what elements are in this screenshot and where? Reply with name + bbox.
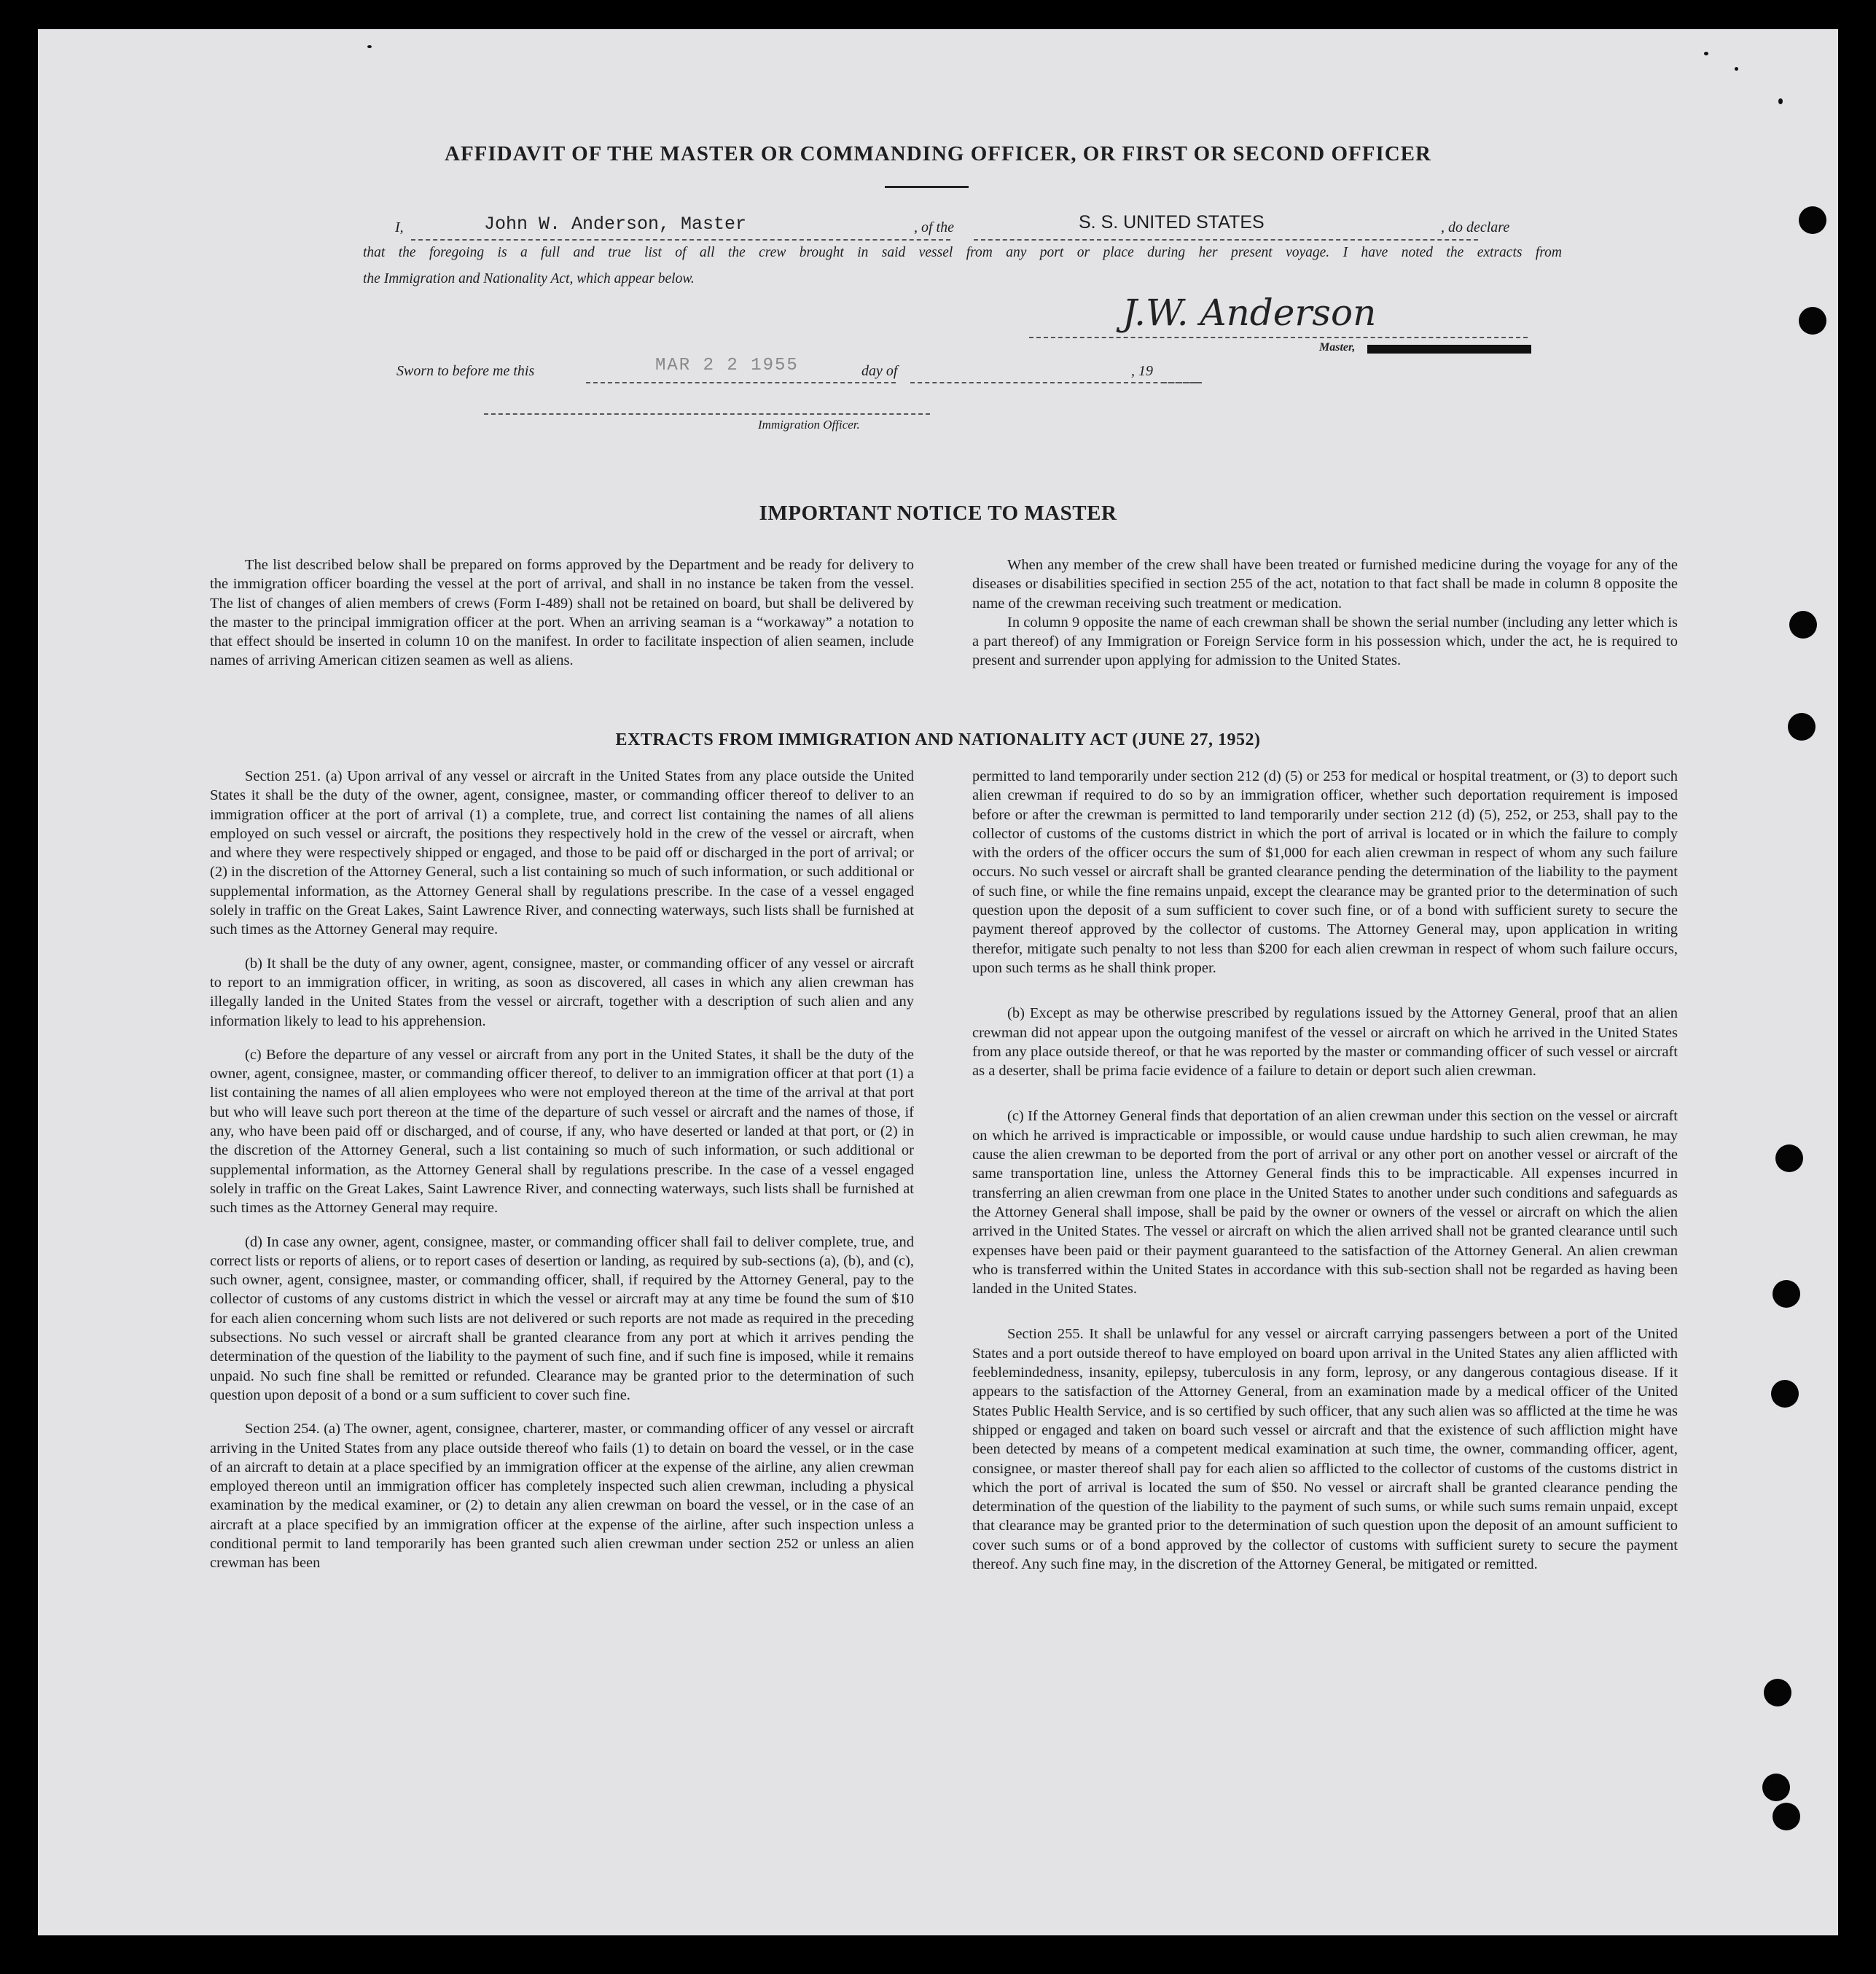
year-prefix: , 19 [1131, 363, 1153, 379]
notice-left-paragraph: The list described below shall be prepared on forms approved by the Department and be ready for delivery to the immigration officer boarding the vessel at the port of arrival, and shall in no instance be taken from the vessel. The list of changes of alien members of crews (Form I-489) shall not be retained on board, but shall be delivered by the master to the principal immigration officer at the port. When an arriving seaman is a “workaway” a notation to that effect should be inserted in column 10 on the manifest. In order to facilitate inspection of alien seamen, include names of arriving American citizen seamen as well as aliens. [210, 557, 914, 669]
punch-hole [1788, 713, 1816, 741]
punch-hole [1799, 206, 1826, 234]
statement-line-2: the Immigration and Nationality Act, which appear below. [363, 271, 695, 286]
section-254a-continued: permitted to land temporarily under section 212 (d) (5) or 253 for medical or hospital treatment, or (3) to deport such alien crewman if required to do so by an immigration officer, whether such deportation requirement is imposed before or after the crewman is permitted to land temporarily under section 212 (d) (5), 252, or 253, shall pay to the collector of customs of the customs district in which the port of arrival is located or in which the failure to comply with the orders of the officer occurs the sum of $1,000 for each alien crewman in respect of whom any such failure occurs. No such vessel or aircraft shall be granted clearance pending the determination of the liability to the payment of such fine, or while the fine remains unpaid, except the clearance may be granted prior to the determination of such question upon the deposit of a sum sufficient to cover such fine, or of a bond with sufficient surety to secure the payment thereof approved by the collector of customs. The Attorney General may, upon application in writing therefor, mitigate such penalty to not less than $200 for each alien crewman in respect of whom such failure occurs, upon such terms as he shall think proper. [972, 768, 1678, 976]
punch-hole [1799, 307, 1826, 335]
notice-right-paragraph-2: In column 9 opposite the name of each crewman shall be shown the serial number (including any letter which is a part thereof) of any Immigration or Foreign Service form in his possession which, under the act, he is required to present and surrender upon applying for admission to the United States. [972, 614, 1678, 669]
punch-hole [1764, 1679, 1791, 1706]
officer-label: Immigration Officer. [758, 418, 860, 432]
notice-right-column [972, 555, 1678, 671]
punch-hole [1775, 1144, 1803, 1172]
speck [1778, 98, 1783, 104]
notice-right-paragraph-1: When any member of the crew shall have been treated or furnished medicine during the voyage for any of the diseases or disabilities specified in section 255 of the act, notation to that fact shall be made in column 8 opposite the name of the crewman receiving such treatment or medication. [972, 557, 1678, 612]
signature-title: Master, [1319, 341, 1356, 354]
of-the-label: , of the [914, 219, 954, 235]
date-stamp: MAR 2 2 1955 [655, 356, 799, 375]
section-251d: (d) In case any owner, agent, consignee, master, or commanding officer shall fail to deliver complete, true, and correct lists or reports of aliens, or to report cases of desertion or landing, as required by sub-sections (a), (b), and (c), such owner, agent, consignee, master, or commanding officer, shall, if required by the Attorney General, pay to the collector of customs of any customs district in which the vessel or aircraft may at any time be found the sum of $10 for each alien concerning whom such lists are not delivered or such reports are not made as required in the preceding subsections. No such vessel or aircraft shall be granted clearance from any port at which it arrives pending the determination of the question of the liability to the payment of such fine, and if such fine is imposed, while it remains unpaid. No such fine shall be remitted or refunded. Clearance may be granted prior to the determination of such question upon deposit of a bond or a sum sufficient to cover such fine. [210, 1233, 914, 1403]
punch-hole [1773, 1280, 1800, 1308]
redaction-bar [1367, 345, 1531, 354]
section-255: Section 255. It shall be unlawful for any vessel or aircraft carrying passengers between a port of the United States and a port outside thereof to have employed on board upon arrival in the United States any alien afflicted with feeblemindedness, insanity, epilepsy, tuberculosis in any form, leprosy, or any dangerous contagious disease. If it appears to the satisfaction of the Attorney General, from an examination made by a medical officer of the United States Public Health Service, and is so certified by such officer, that any such alien was so afflicted at the time he was shipped or engaged and taken on board such vessel or aircraft and that the existence of such affliction might have been detected by means of a competent medical examination at such time, the owner, commanding officer, agent, consignee, or master thereof shall pay for each alien so afflicted to the collector of customs of the customs district in which the port of arrival is located the sum of $50. No vessel or aircraft shall be granted clearance pending the determination of the question of the liability to the payment of such sums, or while such sums remain unpaid, except that clearance may be granted prior to the determination of such question upon the deposit of an amount sufficient to cover such sums or of a bond approved by the collector of customs with sufficient surety to secure the payment thereof. Any such fine may, in the discretion of the Attorney General, be mitigated or remitted. [972, 1326, 1678, 1572]
punch-hole [1773, 1803, 1800, 1830]
section-251c: (c) Before the departure of any vessel or aircraft from any port in the United States, it shall be the duty of the owner, agent, consignee, master, or commanding officer thereof, to deliver to an immigration officer at that port (1) a list containing the names of all alien employees who were not employed thereon at the time of the arrival at that port but who will leave such port thereon at the time of the departure of such vessel or aircraft and the names of those, if any, who have been paid off or discharged, and of course, if any, who have deserted or landed at that port, or (2) in the discretion of the Attorney General, such a list containing so much of such information, or such additional or supplemental information, as the Attorney General shall by regulations prescribe. In the case of a vessel engaged solely in traffic on the Great Lakes, Saint Lawrence River, and connecting waterways, such lists shall be furnished at such times as the Attorney General may require. [210, 1046, 914, 1217]
affidavit-title: AFFIDAVIT OF THE MASTER OR COMMANDING OFFICER, OR FIRST OR SECOND OFFICER [445, 142, 1431, 165]
sworn-label: Sworn to before me this [396, 363, 535, 379]
year-line [1162, 366, 1197, 383]
i-label: I, [395, 219, 404, 235]
section-251a: Section 251. (a) Upon arrival of any vessel or aircraft in the United States from any place outside the United States it shall be the duty of the owner, agent, consignee, master, or commanding officer thereof to deliver to an immigration officer at the port of arrival (1) a complete, true, and correct list containing the names of all aliens employed on such vessel or aircraft, the positions they respectively hold in the crew of the vessel or aircraft, when and where they were respectively shipped or engaged, and those to be paid off or discharged in the port of arrival; or (2) in the discretion of the Attorney General, such a list containing so much of such information, or such additional or supplemental information, as the Attorney General shall by regulations prescribe. In the case of a vessel engaged solely in traffic on the Great Lakes, Saint Lawrence River, and connecting waterways, such lists shall be furnished at such times as the Attorney General may require. [210, 768, 914, 938]
month-line [910, 366, 1202, 383]
title-divider [885, 186, 969, 188]
extracts-right-column [972, 767, 1678, 1574]
declarant-name: John W. Anderson, Master [484, 214, 747, 235]
punch-hole [1771, 1380, 1799, 1408]
speck [1704, 52, 1708, 55]
vessel-name: S. S. UNITED STATES [1079, 212, 1265, 233]
speck [367, 45, 372, 48]
punch-hole [1789, 611, 1817, 639]
section-251b: (b) It shall be the duty of any owner, agent, consignee, master, or commanding officer of any vessel or aircraft to report to an immigration officer, in writing, as soon as discovered, all cases in which any alien crewman has illegally landed in the United States from the vessel or aircraft, together with a description of such alien and any information likely to lead to his apprehension. [210, 955, 914, 1029]
section-254a: Section 254. (a) The owner, agent, consignee, charterer, master, or commanding officer of any vessel or aircraft arriving in the United States from any place outside thereof who fails (1) to detain on board the vessel, or in the case of an aircraft to detain at a place specified by an immigration officer at the expense of the airline, any alien crewman employed thereon until an immigration officer has completely inspected such alien crewman, including a physical examination by the medical examiner, or (2) to detain any alien crewman on board the vessel, or in the case of an aircraft at a place specified by an immigration officer at the expense of the airline, after such inspection unless a conditional permit to land temporarily has been granted such alien crewman under section 252 or unless an alien crewman has been [210, 1421, 914, 1572]
section-254c: (c) If the Attorney General finds that deportation of an alien crewman under this section on the vessel or aircraft on which he arrived is impracticable or impossible, or would cause undue hardship to such alien crewman, he may cause the alien crewman to be deported from the port of arrival or any other port on another vessel or aircraft of the same transportation line, unless the Attorney General finds this to be impracticable. All expenses incurred in transferring an alien crewman from one place in the United States to another under such conditions and safeguards as the Attorney General shall impose, shall be paid by the owner or owners of the vessel or aircraft on which the alien arrived in the United States. The vessel or aircraft on which the alien arrived shall not be granted clearance until such expenses have been paid or their payment guaranteed to the satisfaction of the Attorney General. An alien crewman who is transferred within the United States in accordance with this sub-section shall not be regarded as having been landed in the United States. [972, 1108, 1678, 1298]
do-declare-label: , do declare [1441, 219, 1510, 235]
notice-title: IMPORTANT NOTICE TO MASTER [759, 502, 1117, 525]
extracts-left-column [210, 767, 914, 1573]
punch-hole [1762, 1774, 1790, 1801]
officer-signature-line [484, 413, 930, 415]
section-254b: (b) Except as may be otherwise prescribed by regulations issued by the Attorney General, proof that an alien crewman did not appear upon the outgoing manifest of the vessel or aircraft on which he arrived in the United States from any place outside thereof, or that he was reported by the master or commanding officer of such vessel or aircraft as a deserter, shall be prima facie evidence of a failure to detain or deport such alien crewman. [972, 1005, 1678, 1080]
document-page [38, 29, 1838, 1935]
day-of-label: day of [861, 363, 898, 379]
master-signature: J.W. Anderson [1122, 292, 1377, 334]
extracts-title: EXTRACTS FROM IMMIGRATION AND NATIONALITY ACT (JUNE 27, 1952) [615, 730, 1261, 749]
signature-line [1029, 337, 1528, 338]
speck [1735, 67, 1738, 71]
statement-line-1: that the foregoing is a full and true list of all the crew brought in said vessel from any port or place during her present voyage. I have noted the extracts from [363, 245, 1562, 260]
notice-left-column [210, 555, 914, 671]
